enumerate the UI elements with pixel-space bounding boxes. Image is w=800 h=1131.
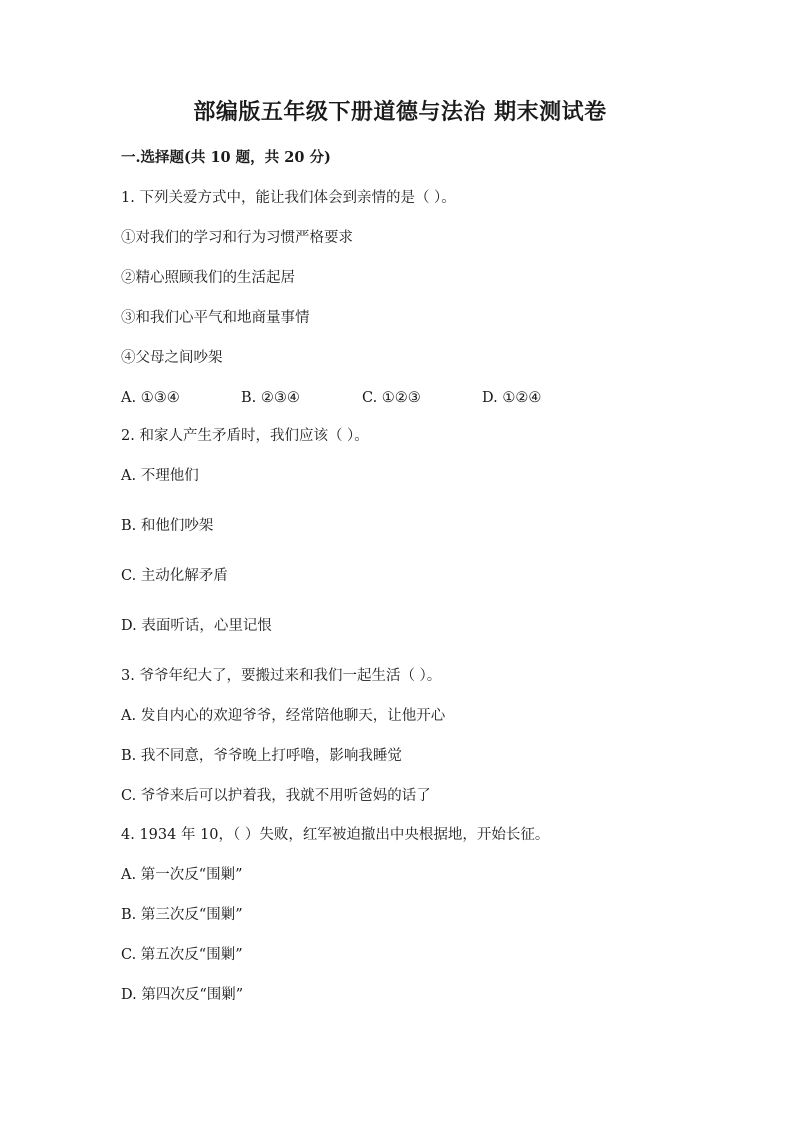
question-3-option-b: B. 我不同意，爷爷晚上打呼噜，影响我睡觉: [121, 748, 402, 764]
question-1-option-c: C. ①②③: [362, 390, 421, 406]
question-1-item-2: ②精心照顾我们的生活起居: [121, 270, 295, 286]
question-2-option-b: B. 和他们吵架: [121, 518, 214, 534]
question-2-option-d: D. 表面听话，心里记恨: [121, 618, 272, 634]
question-4-option-d: D. 第四次反“围剿”: [121, 987, 244, 1003]
question-3-option-c: C. 爷爷来后可以护着我，我就不用听爸妈的话了: [121, 788, 431, 804]
question-1-item-3: ③和我们心平气和地商量事情: [121, 310, 310, 326]
question-4-option-c: C. 第五次反“围剿”: [121, 947, 243, 963]
question-1-item-1: ①对我们的学习和行为习惯严格要求: [121, 230, 353, 246]
question-4-stem: 4. 1934 年 10，（ ）失败，红军被迫撤出中央根据地，开始长征。: [121, 827, 550, 843]
question-3-option-a: A. 发自内心的欢迎爷爷，经常陪他聊天，让他开心: [121, 708, 446, 724]
question-2-stem: 2. 和家人产生矛盾时，我们应该（ ）。: [121, 428, 369, 444]
question-1-option-a: A. ①③④: [121, 390, 180, 406]
section-heading: 一.选择题(共 10 题，共 20 分): [121, 149, 331, 166]
question-1-stem: 1. 下列关爱方式中，能让我们体会到亲情的是（ ）。: [121, 190, 456, 206]
question-2-option-a: A. 不理他们: [121, 468, 199, 484]
question-2-option-c: C. 主动化解矛盾: [121, 568, 228, 584]
question-1-item-4: ④父母之间吵架: [121, 350, 223, 366]
question-3-stem: 3. 爷爷年纪大了，要搬过来和我们一起生活（ ）。: [121, 668, 442, 684]
page-title: 部编版五年级下册道德与法治 期末测试卷: [193, 99, 607, 125]
question-1-option-d: D. ①②④: [482, 390, 542, 406]
question-4-option-a: A. 第一次反“围剿”: [121, 867, 243, 883]
question-1-option-b: B. ②③④: [241, 390, 300, 406]
question-4-option-b: B. 第三次反“围剿”: [121, 907, 243, 923]
